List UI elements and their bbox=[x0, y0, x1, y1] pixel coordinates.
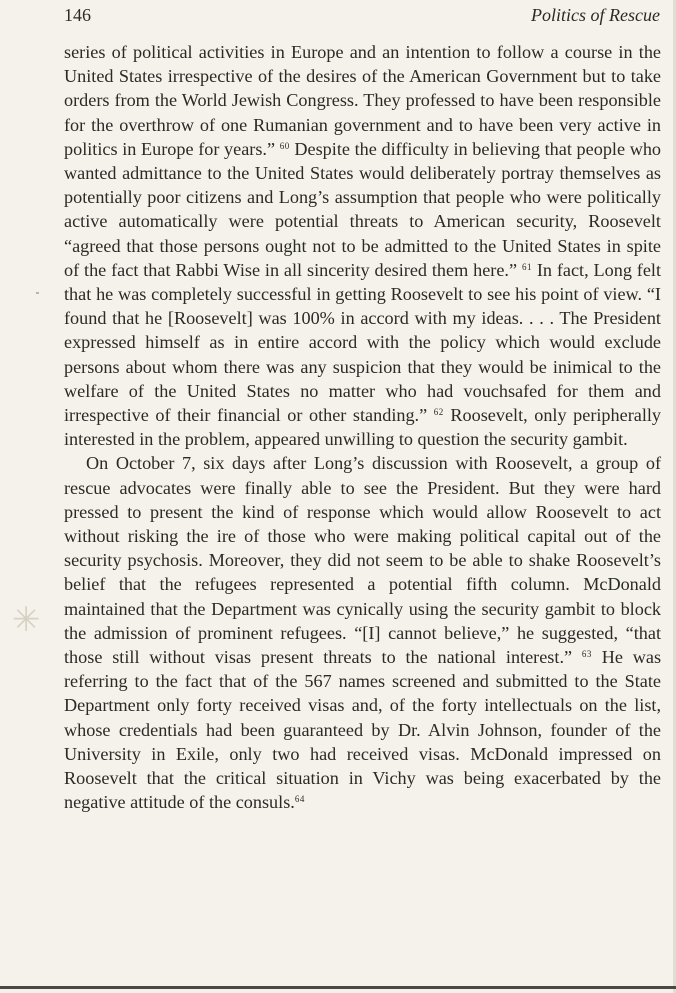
paragraph-2-segment-2: He was referring to the fact that of the 567 names screened and submitted to the State Department only forty received visas and, of the forty intellectuals on the list, whose credentials had been guaranteed by Dr. Alvin Johnson, founder of the University in Exile, only two had received visas. McDonald impressed on Roosevelt that the critical situation in Vichy was being exacerbated by the negative attitude of the consuls. bbox=[64, 647, 662, 813]
paragraph-1-segment-3: In fact, Long felt that he was completely successful in getting Roosevelt to see his point of view. “I found that he [Roosevelt] was 100% in accord with my ideas. . . . The President expressed himself as in entire accord with the policy which would exclude persons about whom there was any suspicion that they would be inimical to the welfare of the United States no matter who had vouchsafed for them and irrespective of their financial or other standing.” bbox=[64, 259, 662, 426]
running-head: Politics of Rescue bbox=[531, 5, 660, 25]
footnote-ref-60[interactable]: 60 bbox=[279, 140, 290, 151]
paragraph-1-segment-4: Roosevelt, only peripherally interested in the problem, appeared unwilling to question the security gambit. bbox=[64, 405, 662, 450]
footnote-ref-63[interactable]: 63 bbox=[581, 649, 592, 660]
page-number: 146 bbox=[64, 5, 91, 25]
footnote-ref-61[interactable]: 61 bbox=[521, 261, 532, 272]
paragraph-1 bbox=[64, 40, 661, 451]
margin-speck bbox=[36, 292, 39, 294]
paragraph-2 bbox=[64, 451, 661, 814]
paragraph-1-segment-1: series of political activities in Europe and an intention to follow a course in the United States irrespective of the desires of the American Government but to take orders from the World Jewish Congress. They professed to have been responsible for the overthrow of one Rumanian government and to have been very active in politics in Europe for years.” bbox=[64, 42, 661, 159]
asterisk-smudge-icon: ✳ bbox=[12, 600, 41, 640]
paragraph-1-segment-2: Despite the difficulty in believing that people who wanted admittance to the United States would deliberately portray themselves as potentially poor citizens and Long’s assumption that people who were politically active automatically were potential threats to American security, Roosevelt “agreed that those persons ought not to be admitted to the United States in spite of the fact that Rabbi Wise in all sincerity desired them here.” bbox=[64, 138, 662, 280]
scan-bottom-border bbox=[0, 986, 676, 989]
page-header bbox=[64, 2, 660, 28]
paragraph-2-segment-1: On October 7, six days after Long’s discussion with Roosevelt, a group of rescue advocates were finally able to see the President. But they were hard pressed to present the kind of response which would allow Roosevelt to act without risking the ire of those who were making political capital out of the security psychosis. Moreover, they did not seem to be able to shake Roosevelt’s belief that the refugees represented a potential fifth column. McDonald maintained that the Department was cynically using the security gambit to block the admission of prominent refugees. “[I] cannot believe,” he suggested, “that those still without visas present threats to the national interest.” bbox=[64, 453, 661, 668]
footnote-ref-64[interactable]: 64 bbox=[294, 794, 305, 805]
body-text bbox=[64, 40, 661, 815]
footnote-ref-62[interactable]: 62 bbox=[433, 407, 444, 418]
